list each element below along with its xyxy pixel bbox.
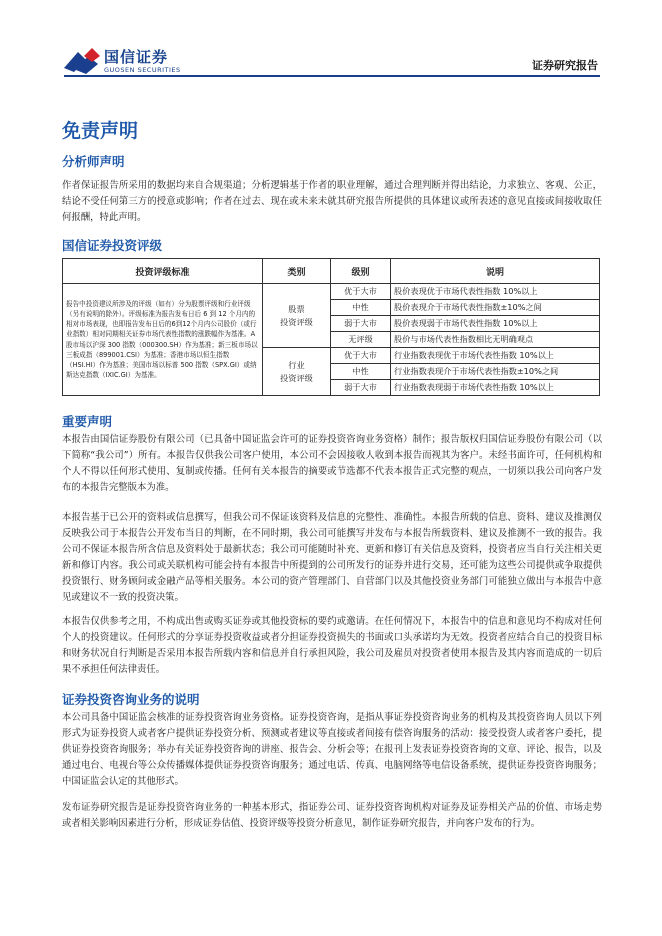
category-industry	[263, 348, 331, 396]
description-cell: 股价表现优于市场代表性指数 10%以上	[391, 284, 600, 300]
level-cell: 优于大市	[331, 284, 391, 300]
logo-text-en: GUOSEN SECURITIES	[104, 66, 181, 74]
rating-table	[62, 258, 600, 396]
guosen-logo-icon	[64, 44, 104, 76]
description-cell: 行业指数表现优于市场代表性指数 10%以上	[391, 348, 600, 364]
rating-heading: 国信证券投资评级	[62, 238, 163, 253]
level-cell: 弱于大市	[331, 316, 391, 332]
level-cell: 中性	[331, 300, 391, 316]
important-paragraph-1: 本报告由国信证券股份有限公司（已具备中国证监会许可的证券投资咨询业务资格）制作；报告版权归国信证券股份有限公司（以下简称“我公司”）所有。本报告仅供我公司客户使用，本公司不会因接收人收到本报告而视其为客户。未经书面许可，任何机构和个人不得以任何形式使用、复制或传播。任何有关本报告的摘要或节选都不代表本报告正式完整的观点，一切须以我公司向客户发布的本报告完整版本为准。	[62, 434, 602, 493]
description-cell: 行业指数表现弱于市场代表性指数 10%以上	[391, 380, 600, 396]
col-header-category: 类别	[263, 259, 331, 284]
level-cell: 优于大市	[331, 348, 391, 364]
col-header-description: 说明	[391, 259, 600, 284]
level-cell: 中性	[331, 364, 391, 380]
logo-text-cn: 国信证券	[104, 48, 169, 66]
advisory-heading: 证券投资咨询业务的说明	[62, 692, 200, 707]
category-stock-line1: 股票	[288, 303, 305, 314]
description-cell: 股价表现介于市场代表性指数±10%之间	[391, 300, 600, 316]
category-industry-line2: 投资评级	[280, 372, 313, 383]
table-row	[63, 284, 600, 300]
advisory-paragraph-1: 本公司具备中国证监会核准的证券投资咨询业务资格。证券投资咨询，是指从事证券投资咨询业务的机构及其投资咨询人员以下列形式为证券投资人或者客户提供证券投资分析、预测或者建议等直接或者间接有偿咨询服务的活动：接受投资人或者客户委托，提供证券投资咨询服务；举办有关证券投资咨询的讲座、报告会、分析会等；在报刊上发表证券投资咨询的文章、评论、报告，以及通过电台、电视台等公众传播媒体提供证券投资咨询服务；通过电话、传真、电脑网络等电信设备系统，提供证券投资咨询服务；中国证监会认定的其他形式。	[62, 712, 602, 787]
analyst-statement: 作者保证报告所采用的数据均来自合规渠道；分析逻辑基于作者的职业理解，通过合理判断并得出结论，力求独立、客观、公正，结论不受任何第三方的授意或影响；作者在过去、现在或未来未就其研究报告所提供的具体建议或所表述的意见直接或间接收取任何报酬，特此声明。	[62, 180, 602, 223]
header-divider	[64, 75, 600, 77]
category-industry-line1: 行业	[288, 359, 305, 370]
guosen-logo	[64, 44, 184, 76]
rating-table-header	[63, 259, 600, 284]
important-paragraph-2: 本报告基于已公开的资料或信息撰写，但我公司不保证该资料及信息的完整性、准确性。本报告所载的信息、资料、建议及推测仅反映我公司于本报告公开发布当日的判断，在不同时期，我公司可能撰写并发布与本报告所载资料、建议及推测不一致的报告。我公司不保证本报告所含信息及资料处于最新状态；我公司可能随时补充、更新和修订有关信息及资料，投资者应当自行关注相关更新和修订内容。我公司或关联机构可能会持有本报告中所提到的公司所发行的证券并进行交易，还可能为这些公司提供或争取提供投资银行、财务顾问或金融产品等相关服务。本公司的资产管理部门、自营部门以及其他投资业务部门可能独立做出与本报告中意见或建议不一致的投资决策。	[62, 512, 602, 603]
analyst-heading: 分析师声明	[62, 154, 125, 169]
description-cell: 行业指数表现介于市场代表性指数±10%之间	[391, 364, 600, 380]
level-cell: 无评级	[331, 332, 391, 348]
rating-standard-text: 报告中投资建议所涉及的评级（如有）分为股票评级和行业评级（另有说明的除外）。评级标准为报告发布日后 6 到 12 个月内的相对市场表现，也即报告发布日后的6到12个月内公司股价（或行业指数）相对同期相关证券市场代表性指数的涨跌幅作为基准。A 股市场以沪深 300 指数（000300.SH）作为基准；新三板市场以三板成指（899001.CSI）为基准；香港市场以恒生指数（HSI.HI）作为基准；美国市场以标普 500 指数（SPX.GI）或纳斯达克指数（IXIC.GI）为基准。	[63, 284, 263, 396]
category-stock-line2: 投资评级	[280, 316, 313, 327]
important-paragraph-3: 本报告仅供参考之用，不构成出售或购买证券或其他投资标的要约或邀请。在任何情况下，本报告中的信息和意见均不构成对任何个人的投资建议。任何形式的分享证券投资收益或者分担证券投资损失的书面或口头承诺均为无效。投资者应结合自己的投资目标和财务状况自行判断是否采用本报告所载内容和信息并自行承担风险，我公司及雇员对投资者使用本报告及其内容而造成的一切后果不承担任何法律责任。	[62, 616, 602, 675]
description-cell: 股价表现弱于市场代表性指数 10%以上	[391, 316, 600, 332]
category-stock	[263, 284, 331, 348]
description-cell: 股价与市场代表性指数相比无明确观点	[391, 332, 600, 348]
important-heading: 重要声明	[62, 414, 113, 429]
level-cell: 弱于大市	[331, 380, 391, 396]
advisory-paragraph-2: 发布证券研究报告是证券投资咨询业务的一种基本形式，指证券公司、证券投资咨询机构对证券及证券相关产品的价值、市场走势或者相关影响因素进行分析，形成证券估值、投资评级等投资分析意见，制作证券研究报告，并向客户发布的行为。	[62, 802, 602, 829]
col-header-standard: 投资评级标准	[63, 259, 263, 284]
col-header-level: 级别	[331, 259, 391, 284]
report-type-label: 证券研究报告	[532, 59, 598, 72]
page-title: 免责声明	[62, 120, 139, 142]
page-header	[0, 0, 662, 80]
